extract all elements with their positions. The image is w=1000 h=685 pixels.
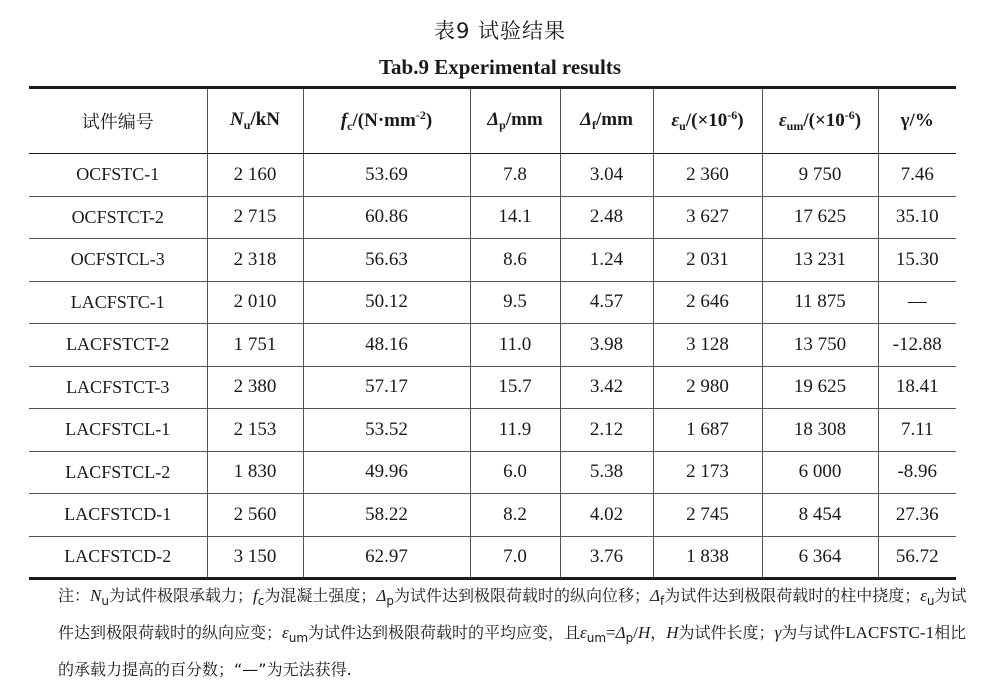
cell-mean-strain: 6 364	[762, 536, 878, 579]
table-row	[29, 239, 956, 282]
cell-specimen-id: OCFSTC-1	[29, 154, 207, 197]
cell-longitudinal-displacement: 7.0	[470, 536, 560, 579]
cell-specimen-id: OCFSTCT-2	[29, 196, 207, 239]
col-header-midspan-deflection: $\Delta_f/mm$	[560, 88, 653, 154]
col-header-longitudinal-strain: $\varepsilon_u/(\times 10^{-6})$	[653, 88, 762, 154]
col-header-capacity-increase: γ/%	[878, 88, 956, 154]
cell-capacity-increase: 18.41	[878, 366, 956, 409]
cell-specimen-id: LACFSTCL-1	[29, 409, 207, 452]
cell-mean-strain: 13 750	[762, 324, 878, 367]
cell-longitudinal-displacement: 11.0	[470, 324, 560, 367]
cell-midspan-deflection: 2.12	[560, 409, 653, 452]
cell-midspan-deflection: 2.48	[560, 196, 653, 239]
cell-capacity-increase: 27.36	[878, 494, 956, 537]
cell-ultimate-load: 2 160	[207, 154, 303, 197]
cell-specimen-id: LACFSTCT-2	[29, 324, 207, 367]
cell-concrete-strength: 53.69	[303, 154, 470, 197]
table-row	[29, 324, 956, 367]
cell-midspan-deflection: 4.57	[560, 281, 653, 324]
cell-concrete-strength: 56.63	[303, 239, 470, 282]
cell-midspan-deflection: 5.38	[560, 451, 653, 494]
cell-mean-strain: 13 231	[762, 239, 878, 282]
table-row	[29, 494, 956, 537]
cell-longitudinal-strain: 3 128	[653, 324, 762, 367]
cell-capacity-increase: —	[878, 281, 956, 324]
table-row	[29, 451, 956, 494]
cell-mean-strain: 6 000	[762, 451, 878, 494]
cell-capacity-increase: 7.11	[878, 409, 956, 452]
cell-mean-strain: 17 625	[762, 196, 878, 239]
results-table	[29, 86, 956, 580]
cell-concrete-strength: 57.17	[303, 366, 470, 409]
cell-concrete-strength: 49.96	[303, 451, 470, 494]
cell-ultimate-load: 2 715	[207, 196, 303, 239]
cell-specimen-id: LACFSTCL-2	[29, 451, 207, 494]
cell-longitudinal-displacement: 9.5	[470, 281, 560, 324]
cell-longitudinal-strain: 2 360	[653, 154, 762, 197]
cell-longitudinal-strain: 2 031	[653, 239, 762, 282]
cell-ultimate-load: 1 830	[207, 451, 303, 494]
cell-ultimate-load: 2 153	[207, 409, 303, 452]
header-row	[29, 88, 956, 154]
table-row	[29, 281, 956, 324]
cell-midspan-deflection: 3.42	[560, 366, 653, 409]
cell-longitudinal-displacement: 8.6	[470, 239, 560, 282]
cell-capacity-increase: 56.72	[878, 536, 956, 579]
table-row	[29, 409, 956, 452]
cell-longitudinal-strain: 2 980	[653, 366, 762, 409]
col-header-mean-strain: $\varepsilon_{um}/(\times 10^{-6})$	[762, 88, 878, 154]
cell-concrete-strength: 53.52	[303, 409, 470, 452]
col-header-longitudinal-displacement: $\Delta_p/mm$	[470, 88, 560, 154]
cell-midspan-deflection: 3.04	[560, 154, 653, 197]
cell-longitudinal-displacement: 8.2	[470, 494, 560, 537]
table-row	[29, 196, 956, 239]
cell-longitudinal-strain: 2 173	[653, 451, 762, 494]
cell-concrete-strength: 62.97	[303, 536, 470, 579]
table-row	[29, 366, 956, 409]
cell-midspan-deflection: 3.98	[560, 324, 653, 367]
cell-longitudinal-displacement: 14.1	[470, 196, 560, 239]
table-footnote: 注：$N_u$为试件极限承载力；$f_c$为混凝土强度；$\Delta_p$为试件达到极限荷载时的纵向位移；$\Delta_f$为试件达到极限荷载时的柱中挠度；$\varepsilon_u$为试件达到极限荷载时的纵向应变；$\varepsilon_{um}$为试件达到极限荷载时的平均应变，且$\varepsilon_{um}=\Delta_p/H$，H为试件长度；γ为与试件LACFSTC-1相比的承载力提高的百分数；“—”为无法获得.	[58, 586, 967, 679]
cell-concrete-strength: 50.12	[303, 281, 470, 324]
cell-specimen-id: LACFSTCD-2	[29, 536, 207, 579]
col-header-specimen-id: 试件编号	[29, 88, 207, 154]
cell-longitudinal-strain: 2 745	[653, 494, 762, 537]
cell-capacity-increase: 7.46	[878, 154, 956, 197]
cell-ultimate-load: 2 560	[207, 494, 303, 537]
cell-specimen-id: OCFSTCL-3	[29, 239, 207, 282]
table-caption-en: Tab.9 Experimental results	[378, 55, 622, 79]
cell-longitudinal-strain: 1 838	[653, 536, 762, 579]
cell-capacity-increase: -12.88	[878, 324, 956, 367]
cell-capacity-increase: 35.10	[878, 196, 956, 239]
table-caption-cn: 表9 试验结果	[433, 19, 567, 43]
cell-concrete-strength: 48.16	[303, 324, 470, 367]
cell-longitudinal-displacement: 7.8	[470, 154, 560, 197]
cell-longitudinal-strain: 2 646	[653, 281, 762, 324]
cell-longitudinal-displacement: 15.7	[470, 366, 560, 409]
cell-longitudinal-strain: 3 627	[653, 196, 762, 239]
cell-ultimate-load: 2 318	[207, 239, 303, 282]
cell-specimen-id: LACFSTCT-3	[29, 366, 207, 409]
cell-longitudinal-strain: 1 687	[653, 409, 762, 452]
cell-ultimate-load: 3 150	[207, 536, 303, 579]
cell-concrete-strength: 60.86	[303, 196, 470, 239]
col-header-concrete-strength: $f_c/(N\cdot mm^{-2})$	[303, 88, 470, 154]
col-header-ultimate-load: $N_u/kN$	[207, 88, 303, 154]
cell-ultimate-load: 2 380	[207, 366, 303, 409]
cell-mean-strain: 19 625	[762, 366, 878, 409]
cell-ultimate-load: 2 010	[207, 281, 303, 324]
cell-ultimate-load: 1 751	[207, 324, 303, 367]
table-row	[29, 154, 956, 197]
table-row	[29, 536, 956, 579]
cell-midspan-deflection: 3.76	[560, 536, 653, 579]
cell-mean-strain: 18 308	[762, 409, 878, 452]
cell-mean-strain: 9 750	[762, 154, 878, 197]
cell-longitudinal-displacement: 6.0	[470, 451, 560, 494]
cell-capacity-increase: 15.30	[878, 239, 956, 282]
cell-mean-strain: 8 454	[762, 494, 878, 537]
cell-concrete-strength: 58.22	[303, 494, 470, 537]
cell-midspan-deflection: 4.02	[560, 494, 653, 537]
cell-midspan-deflection: 1.24	[560, 239, 653, 282]
cell-specimen-id: LACFSTC-1	[29, 281, 207, 324]
cell-longitudinal-displacement: 11.9	[470, 409, 560, 452]
cell-capacity-increase: -8.96	[878, 451, 956, 494]
cell-specimen-id: LACFSTCD-1	[29, 494, 207, 537]
cell-mean-strain: 11 875	[762, 281, 878, 324]
